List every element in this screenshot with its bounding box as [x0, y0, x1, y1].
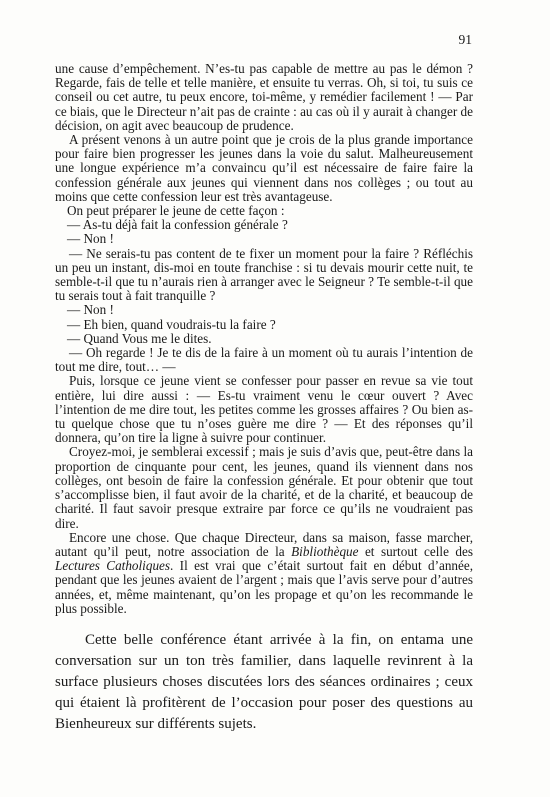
page-number: 91	[458, 32, 472, 47]
closing-paragraph: Cette belle conférence étant arrivée à la fin, on entama une conversation sur un ton très familier, dans laquelle revinrent à la surface plusieurs choses discutées lors des séances ordinaires ; ceux qui étaient là profitèrent de l’occasion pour poser des questions au Bienheureux sur différents sujets.	[55, 632, 473, 732]
dialogue-line: — Quand Vous me le dites.	[67, 330, 212, 346]
italic-title: Lectures Catholiques	[55, 558, 171, 574]
dialogue-line: — Non !	[67, 302, 114, 318]
paragraph	[55, 531, 473, 616]
dialogue-line: — Eh bien, quand voudrais-tu la faire ?	[67, 316, 276, 332]
text-run: Encore une chose. Que chaque Directeur, dans sa maison, fasse marcher, autant qu’il peut, notre association de la	[55, 529, 473, 559]
dialogue-paragraph: — Oh regarde ! Je te dis de la faire à un moment où tu aurais l’intention de tout me dire, tout… —	[55, 345, 473, 375]
paragraph: A présent venons à un autre point que je crois de la plus grande importance pour faire bien progresser les jeunes dans la voie du salut. Malheureusement une longue expérience m’a convaincu qu’il est nécessaire de faire faire la confession générale aux jeunes qui viennent dans nos collèges ; ou tout au moins que cette confession leur est très avantageuse.	[55, 132, 473, 204]
dialogue-paragraph: — Ne serais-tu pas content de te fixer un moment pour la faire ? Réfléchis un peu un instant, dis-moi en toute franchise : si tu devais mourir cette nuit, te semble-t-il que tu n’aurais rien à arranger avec le Seigneur ? Te semble-t-il que tu serais tout à fait tranquille ?	[55, 245, 473, 304]
dialogue-line: On peut préparer le jeune de cette façon :	[67, 203, 285, 219]
dialogue-line: — Non !	[67, 231, 114, 247]
text-run: . Il est vrai que c’était surtout fait en début d’année, pendant que les jeunes avaient de l’argent ; mais que l’avis serve pour d’autres années, et, même maintenant, qu’on les propage et qu’on les recommande le plus possible.	[55, 558, 474, 616]
paragraph: Puis, lorsque ce jeune vient se confesser pour passer en revue sa vie tout entière, lui dire aussi : — Es-tu vraiment venu le cœur ouvert ? Avec l’intention de me dire tout, les petites comme les grosses affaires ? Ou bien as-tu quelque chose que tu n’oses guère me dire ? — Et des réponses qu’il donnera, qu’on tire la ligne à suivre pour continuer.	[55, 373, 473, 446]
paragraph: Croyez-moi, je semblerai excessif ; mais je suis d’avis que, peut-être dans la proportion de cinquante pour cent, les jeunes, quand ils viennent dans nos collèges, ont besoin de faire la confession générale. Et pour obtenir que tout s’accomplisse bien, il faut avoir de la charité, et de la charité, et beaucoup de charité. Il faut savoir presque extraire par force ce qu’ils ne voudraient pas dire.	[55, 444, 473, 531]
text-run: et surtout celle des	[358, 543, 473, 559]
dialogue-line: — As-tu déjà fait la confession générale ?	[67, 217, 288, 233]
paragraph: une cause d’empêchement. N’es-tu pas capable de mettre au pas le démon ? Regarde, fais de telle et telle manière, et ensuite tu verras. Oh, si toi, tu suis ce conseil ou cet autre, tu peux encore, toi-même, y remédier facilement ! — Par ce biais, que le Directeur n’ait pas de crainte : au cas où il y aurait à changer de décision, on agit avec beaucoup de prudence.	[55, 61, 473, 133]
italic-title: Bibliothèque	[291, 543, 359, 559]
body-text	[55, 62, 473, 616]
